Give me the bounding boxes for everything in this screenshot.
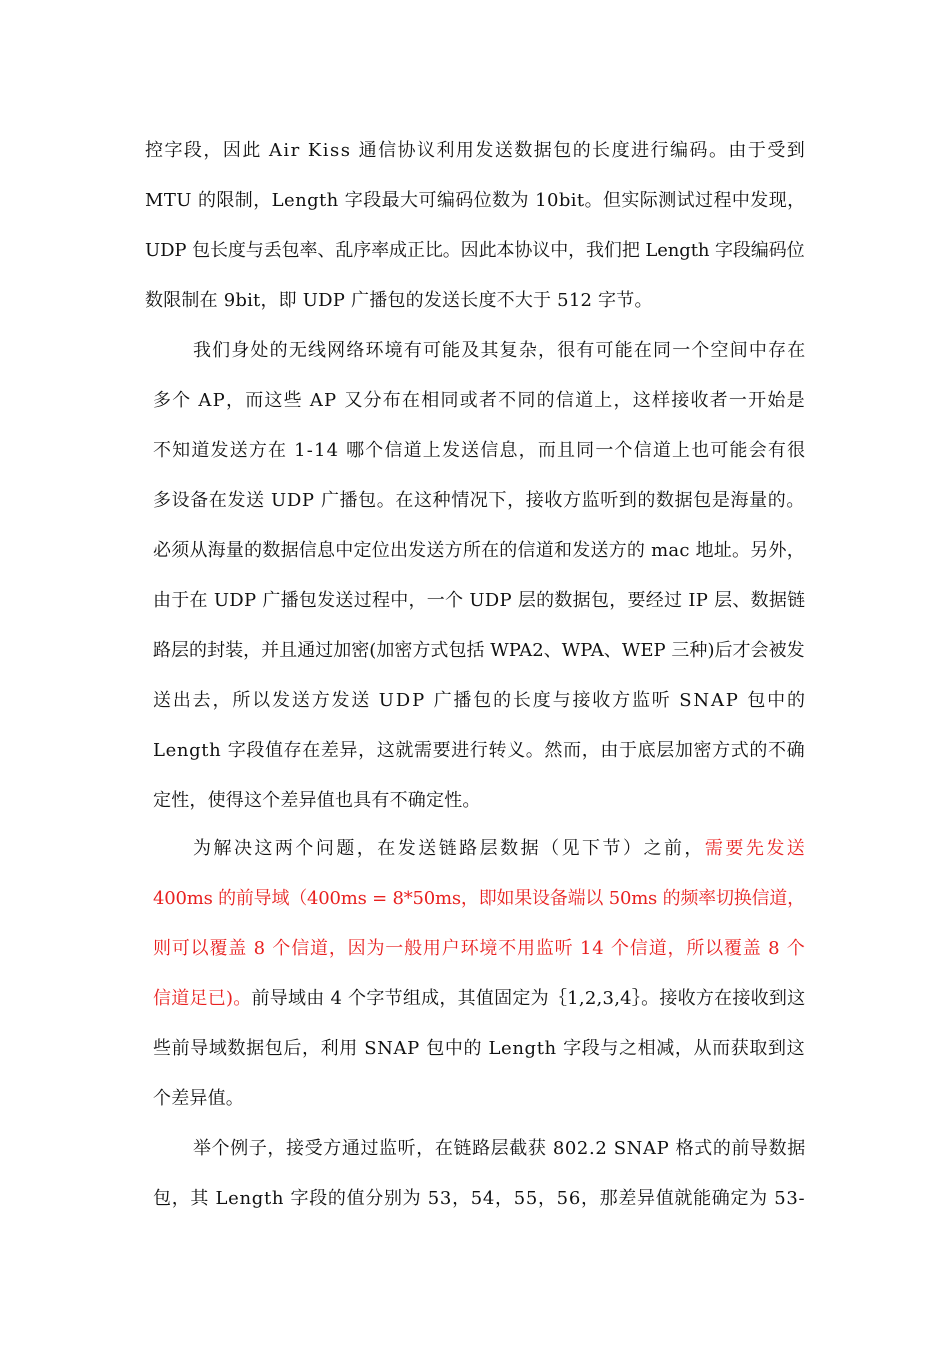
highlighted-text: 需要先发送 [704, 838, 808, 859]
text-line [153, 1036, 805, 1062]
text-line [153, 388, 806, 414]
text-line [153, 1186, 805, 1212]
text-line [153, 588, 805, 614]
text-span: 多设备在发送 UDP 广播包。在这种情况下，接收方监听到的数据包是海量的。 [153, 490, 805, 511]
text-line [153, 886, 805, 912]
text-line [153, 688, 807, 714]
text-line [153, 1086, 244, 1112]
highlighted-text: 400ms 的前导域（400ms = 8*50ms，即如果设备端以 50ms 的频率切换信道， [153, 888, 805, 909]
text-line [153, 986, 805, 1012]
text-span: 数限制在 9bit，即 UDP 广播包的发送长度不大于 512 字节。 [145, 290, 653, 311]
text-span: 必须从海量的数据信息中定位出发送方所在的信道和发送方的 mac 地址。另外， [153, 540, 805, 561]
text-line [153, 438, 806, 464]
text-span: 由于在 UDP 广播包发送过程中，一个 UDP 层的数据包，要经过 IP 层、数据链 [153, 590, 806, 611]
text-line [193, 338, 806, 364]
text-line [145, 188, 806, 214]
text-line [153, 638, 805, 664]
text-span: 个差异值。 [153, 1088, 244, 1109]
text-line [145, 238, 805, 264]
text-span: 些前导域数据包后，利用 SNAP 包中的 Length 字段与之相减，从而获取到这 [153, 1038, 806, 1059]
text-line [193, 836, 807, 862]
text-line [153, 738, 805, 764]
text-line [193, 1136, 806, 1162]
text-span: 举个例子，接受方通过监听，在链路层截获 802.2 SNAP 格式的前导数据 [193, 1138, 806, 1159]
text-span: 为解决这两个问题，在发送链路层数据（见下节）之前， [193, 838, 705, 859]
text-span: 不知道发送方在 1-14 哪个信道上发送信息，而且同一个信道上也可能会有很 [153, 440, 807, 461]
text-span: 定性，使得这个差异值也具有不确定性。 [153, 790, 481, 811]
text-span: MTU 的限制，Length 字段最大可编码位数为 10bit。但实际测试过程中发现， [145, 190, 806, 211]
text-line [153, 488, 805, 514]
text-span: 控字段，因此 Air Kiss 通信协议利用发送数据包的长度进行编码。由于受到 [145, 140, 807, 161]
text-span: 前导域由 4 个字节组成，其值固定为｛1,2,3,4｝。接收方在接收到这 [251, 988, 806, 1009]
text-span: 包，其 Length 字段的值分别为 53，54，55，56，那差异值就能确定为 53- [153, 1188, 806, 1209]
text-line [145, 288, 653, 314]
text-line [145, 138, 806, 164]
text-span: 我们身处的无线网络环境有可能及其复杂，很有可能在同一个空间中存在 [193, 340, 807, 361]
text-line [153, 788, 481, 814]
text-span: 路层的封装，并且通过加密(加密方式包括 WPA2、WPA、WEP 三种)后才会被发 [153, 640, 805, 661]
text-span: 送出去，所以发送方发送 UDP 广播包的长度与接收方监听 SNAP 包中的 [153, 690, 807, 711]
text-line [153, 538, 805, 564]
highlighted-text: 则可以覆盖 8 个信道，因为一般用户环境不用监听 14 个信道，所以覆盖 8 个 [153, 938, 806, 959]
highlighted-text: 信道足已)。 [153, 988, 252, 1009]
text-span: 多个 AP，而这些 AP 又分布在相同或者不同的信道上，这样接收者一开始是 [153, 390, 806, 411]
text-line [153, 936, 806, 962]
text-span: Length 字段值存在差异，这就需要进行转义。然而，由于底层加密方式的不确 [153, 740, 806, 761]
text-span: UDP 包长度与丢包率、乱序率成正比。因此本协议中，我们把 Length 字段编码位 [145, 240, 805, 261]
